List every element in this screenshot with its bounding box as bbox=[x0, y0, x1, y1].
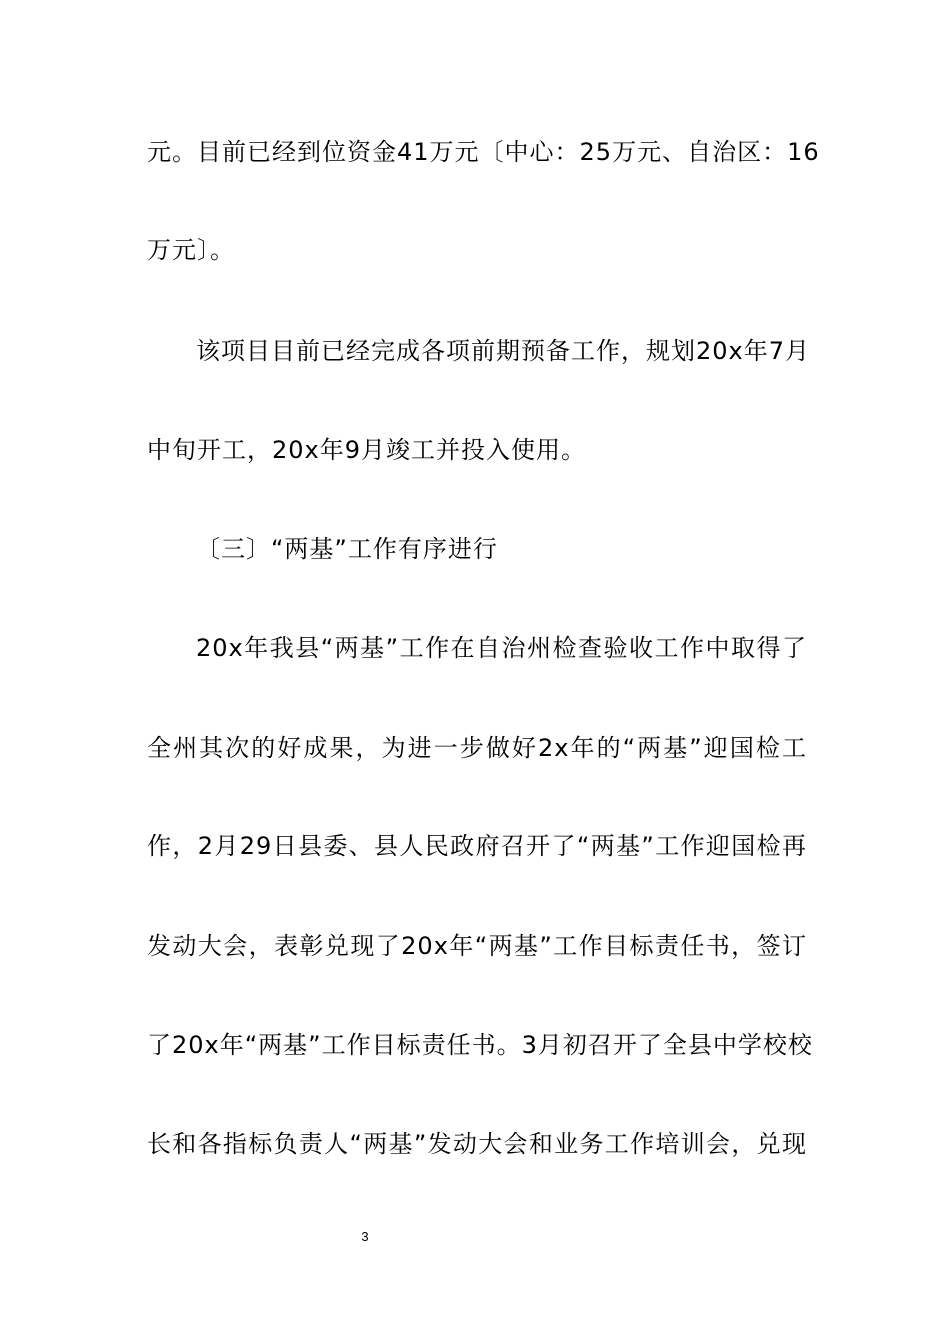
section-heading: 〔三〕“两基”工作有序进行 bbox=[196, 535, 498, 563]
paragraph-line: 作，2月29日县委、县人民政府召开了“两基”工作迎国检再 bbox=[147, 832, 807, 860]
paragraph-line: 该项目目前已经完成各项前期预备工作，规划20x年7月 bbox=[196, 337, 811, 365]
paragraph-line: 了20x年“两基”工作目标责任书。3月初召开了全县中学校校 bbox=[147, 1031, 813, 1059]
page-number: 3 bbox=[361, 1229, 369, 1244]
paragraph-line: 长和各指标负责人“两基”发动大会和业务工作培训会，兑现 bbox=[147, 1130, 807, 1158]
paragraph-line: 发动大会，表彰兑现了20x年“两基”工作目标责任书，签订 bbox=[147, 932, 807, 960]
paragraph-line: 元。目前已经到位资金41万元〔中心：25万元、自治区：16 bbox=[147, 138, 820, 166]
paragraph-line: 中旬开工，20x年9月竣工并投入使用。 bbox=[147, 436, 587, 464]
paragraph-line: 20x年我县“两基”工作在自治州检查验收工作中取得了 bbox=[196, 634, 807, 662]
paragraph-line: 全州其次的好成果，为进一步做好2x年的“两基”迎国检工 bbox=[147, 734, 807, 762]
paragraph-line: 万元〕。 bbox=[147, 236, 235, 264]
